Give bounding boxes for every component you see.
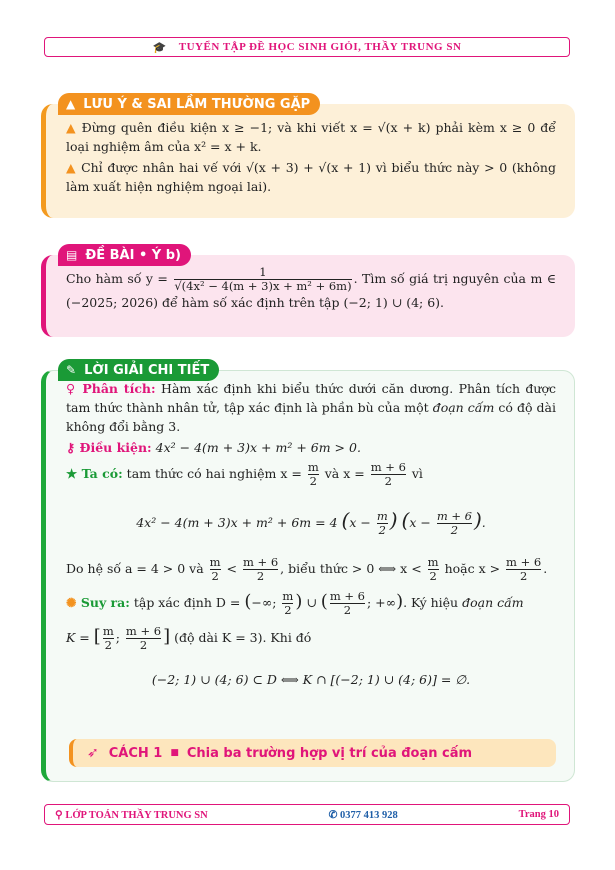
- warning-line-2: Chỉ được nhân hai vế với √(x + 3) + √(x + 1) vì biểu thức này > 0 (không làm xuất hiện nghiệm ngoại lai).: [66, 160, 556, 194]
- factorization-equation: 4x² − 4(m + 3)x + m² + 6m = 4 (x − $\frac{m}{2}$ ) (x − $\frac{m + 6}{2}$ ).: [136, 508, 486, 537]
- key-icon: ⚷: [66, 440, 80, 455]
- method-title: Chia ba trường hợp vị trí của đoạn cấm: [186, 745, 473, 761]
- problem-question: . Tìm số giá trị nguyên của m ∈ (−2025; 2026) để hàm số xác định trên tập (−2; 1) ∪ (4; 6).: [66, 271, 556, 310]
- footer-phone: ✆ 0377 413 928: [328, 809, 398, 821]
- solution-text: ♀ Phân tích: Hàm xác định khi biểu thức dưới căn dương. Phân tích được tam thức thành nhân tử, tập xác định là phần bù của một đoạn cấm có độ dài không đổi bằng 3. ⚷ Điều kiện: 4x² − 4(m + 3)x + m² + 6m > 0. ★ Ta có: tam thức có hai nghiệm x = $\frac{m}{2}$ và x = $\frac{m + 6}{2}$ vì 4x² − 4(m + 3)x + m² + 6m = 4 (x − $\frac{m}{2}$ ) (x − $\frac{m + 6}{2}$ ). Do hệ số a = 4 > 0 và $\frac{m}{2}$ < $\frac{m + 6}{2}$ , biểu thức > 0 ⟺ x < $\frac{m}{2}$ hoặc x > $\frac{m + 6}{2}$ . ✺ Suy ra: tập xác định D = (−∞; $\frac{m}{2}$ ) ∪ ( $\frac{m + 6}{2}$ ; +∞). Ký hiệu đoạn cấm K = [ $\frac{m}{2}$ ; $\frac{m + 6}{2}$ ] (độ dài K = 3). Khi đó (−2; 1) ∪ (4; 6) ⊂ D ⟺ K ∩ [(−2; 1) ∪ (4; 6)] = ∅.: [66, 381, 556, 687]
- bullet-icon: ▲: [66, 160, 82, 175]
- have-label: Ta có:: [81, 466, 123, 481]
- problem-intro: Cho hàm số y =: [66, 271, 168, 286]
- function-fraction: $\frac{1}{\text{√(4x² − 4(m + 3)x + m² + 6m)}}$: [174, 265, 352, 293]
- problem-text: [66, 266, 556, 312]
- location-pin-icon: ⚲: [55, 809, 66, 821]
- solution-tag: [58, 359, 219, 381]
- warning-tag-label: LƯU Ý & SAI LẦM THƯỜNG GẶP: [83, 96, 311, 112]
- header-title: TUYỂN TẬP ĐỀ HỌC SINH GIỎI, THẦY TRUNG SN: [178, 41, 462, 53]
- pencil-icon: ✎: [66, 363, 77, 377]
- square-bullet-icon: ■: [170, 748, 179, 758]
- deduction: ✺ Suy ra: tập xác định D = (−∞; $\frac{m}{2}$ ) ∪ ( $\frac{m + 6}{2}$ ; +∞). Ký hiệu đoạn cấm: [66, 589, 524, 617]
- star-icon: ★: [66, 466, 82, 481]
- footer-left: ⚲ LỚP TOÁN THẦY TRUNG SN: [55, 809, 208, 821]
- forbidden-segment: K = [ $\frac{m}{2}$ ; $\frac{m + 6}{2}$ ] (độ dài K = 3). Khi đó: [66, 624, 312, 652]
- problem-tag: [58, 244, 191, 266]
- page-header: [44, 37, 570, 57]
- sign-analysis: Do hệ số a = 4 > 0 và $\frac{m}{2}$ < $\frac{m + 6}{2}$ , biểu thức > 0 ⟺ x < $\frac{m}{2}$ hoặc x > $\frac{m + 6}{2}$ .: [66, 555, 548, 583]
- graduation-cap-icon: 🎓: [152, 41, 167, 54]
- lightbulb-icon: ♀: [66, 381, 83, 396]
- warning-line-1: Đừng quên điều kiện x ≥ −1; và khi viết x = √(x + k) phải kèm x ≥ 0 để loại nghiệm âm của x² = x + k.: [66, 120, 556, 154]
- phone-icon: ✆: [328, 809, 341, 821]
- sun-icon: ✺: [66, 595, 81, 610]
- rocket-icon: ➶: [87, 745, 99, 761]
- analysis-label: Phân tích:: [82, 381, 156, 396]
- method-label: CÁCH 1: [108, 745, 163, 761]
- condition-label: Điều kiện:: [79, 440, 152, 455]
- method-1-banner: [69, 739, 556, 767]
- warning-icon: ▲: [66, 97, 76, 111]
- warning-text: [66, 118, 556, 198]
- book-icon: ▤: [66, 248, 78, 262]
- page-footer: [44, 804, 570, 825]
- page-number: Trang 10: [518, 809, 559, 820]
- final-equivalence: (−2; 1) ∪ (4; 6) ⊂ D ⟺ K ∩ [(−2; 1) ∪ (4; 6)] = ∅.: [151, 672, 471, 687]
- warning-tag: [58, 93, 320, 115]
- solution-tag-label: LỜI GIẢI CHI TIẾT: [84, 362, 210, 378]
- bullet-icon: ▲: [66, 120, 82, 135]
- problem-tag-label: ĐỀ BÀI • Ý b): [85, 247, 181, 263]
